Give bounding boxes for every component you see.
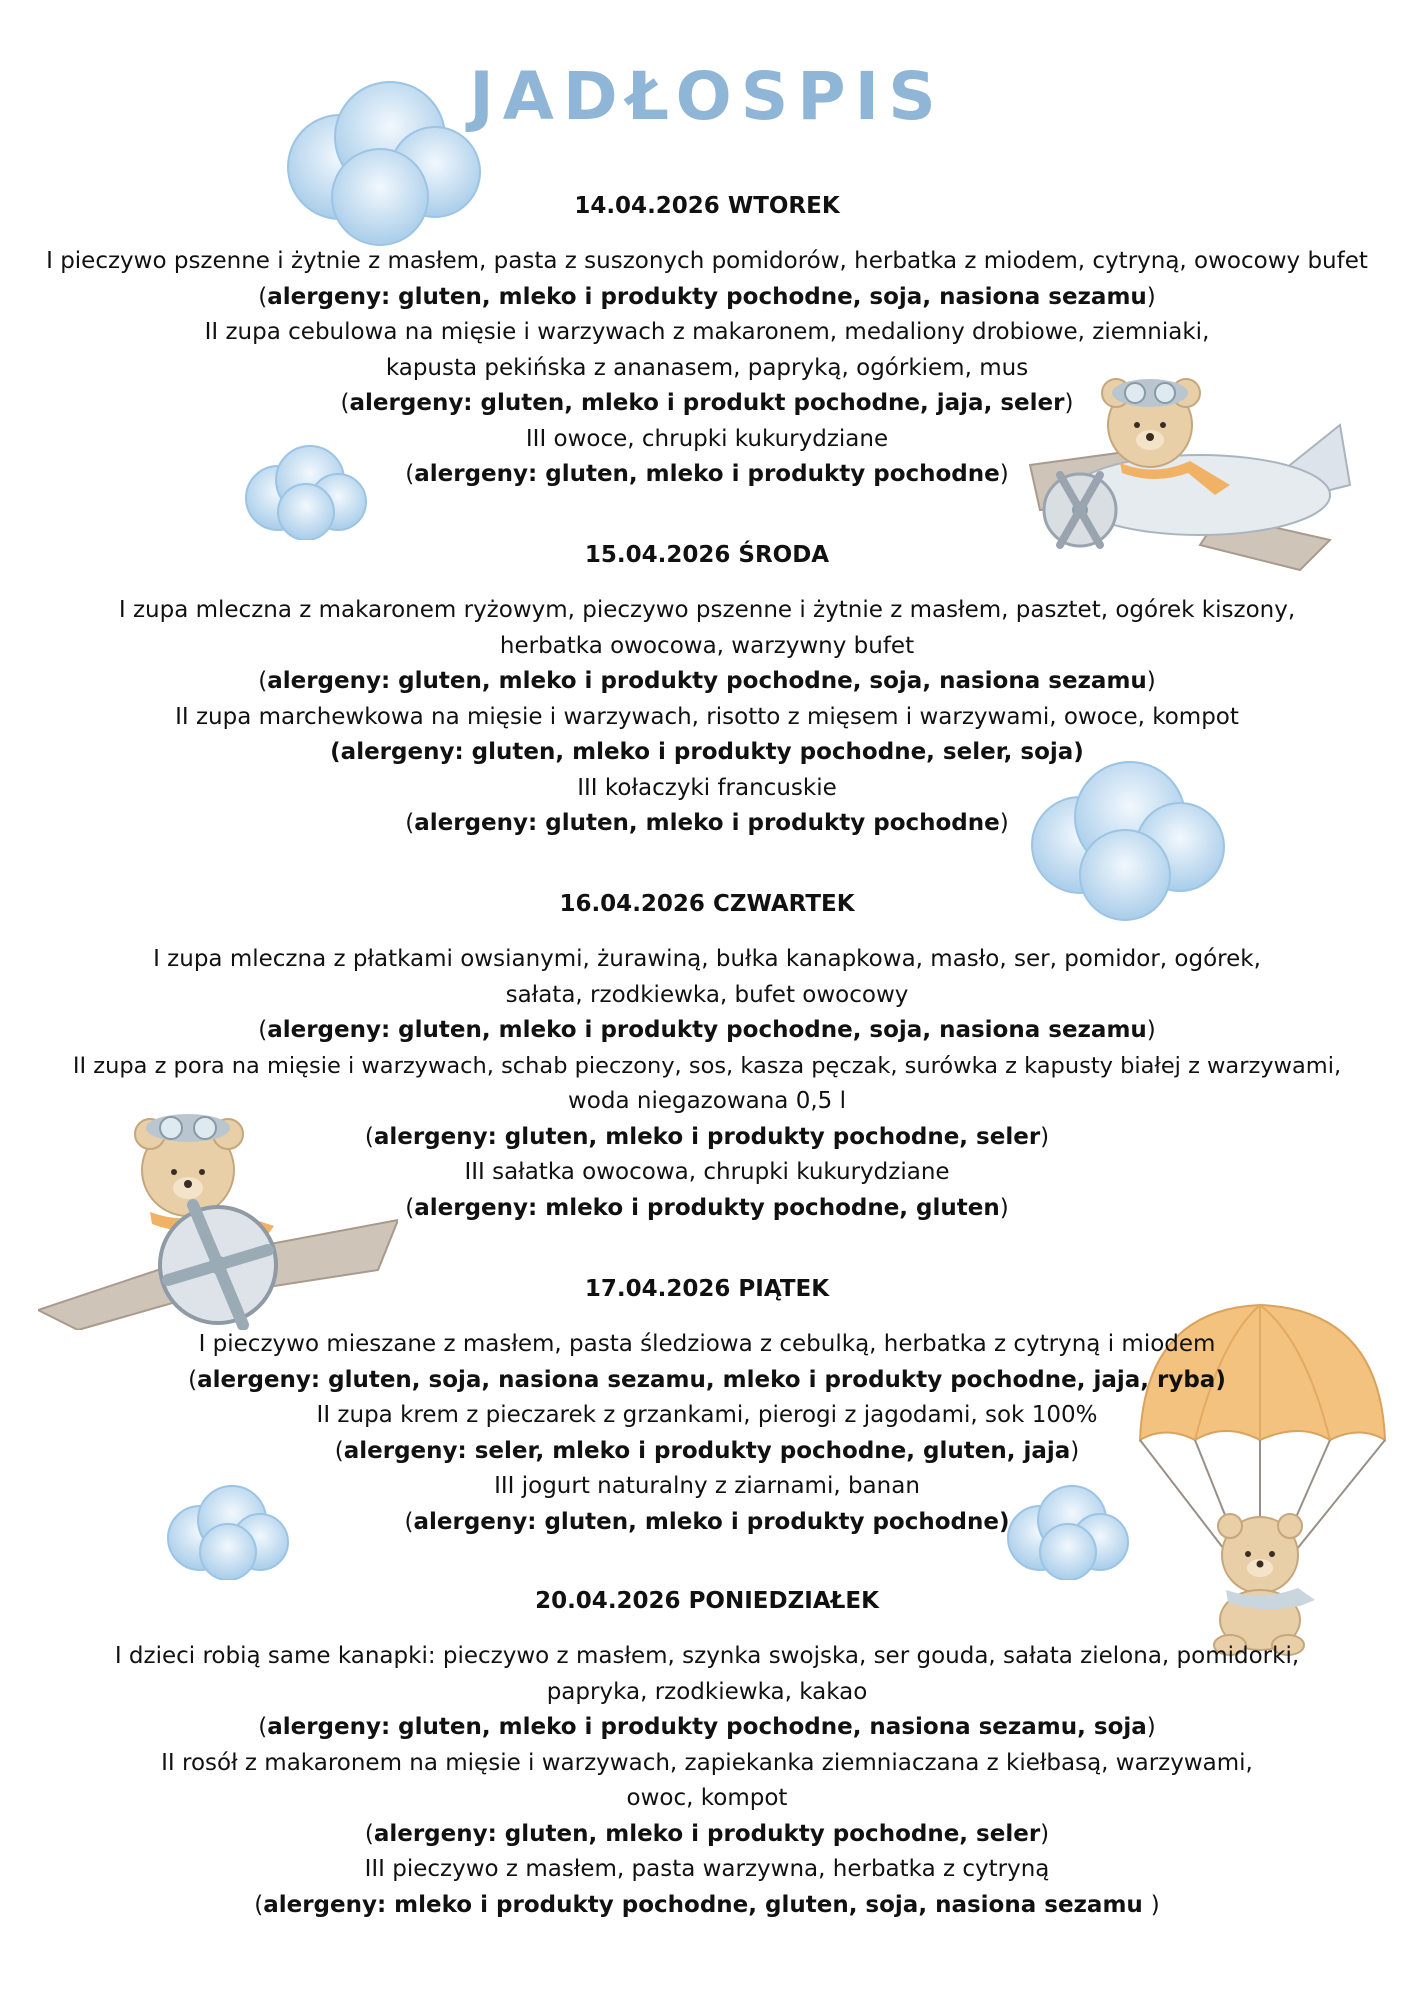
meal-line: III jogurt naturalny z ziarnami, banan	[494, 1473, 920, 1499]
allergen-line: (alergeny: mleko i produkty pochodne, gluten, soja, nasiona sezamu )	[254, 1891, 1160, 1918]
day-heading: 15.04.2026 ŚRODA	[584, 542, 830, 568]
page-title: JADŁOSPIS	[469, 58, 945, 135]
day-section	[30, 188, 1384, 493]
meal-line: III sałatka owocowa, chrupki kukurydziane	[464, 1159, 950, 1185]
meal-line: I zupa mleczna z płatkami owsianymi, żurawiną, bułka kanapkowa, masło, ser, pomidor, ogórek,	[153, 946, 1261, 972]
meal-line: II zupa z pora na mięsie i warzywach, schab pieczony, sos, kasza pęczak, surówka z kapusty białej z warzywami,	[72, 1052, 1342, 1079]
allergen-line: (alergeny: gluten, mleko i produkty pochodne, soja, nasiona sezamu)	[258, 668, 1156, 694]
meal-line: II zupa marchewkowa na mięsie i warzywach, risotto z mięsem i warzywami, owoce, kompot	[175, 703, 1239, 730]
meal-line: sałata, rzodkiewka, bufet owocowy	[505, 981, 909, 1008]
meal-line: II zupa cebulowa na mięsie i warzywach z makaronem, medaliony drobiowe, ziemniaki,	[204, 319, 1210, 345]
meal-line: I pieczywo pszenne i żytnie z masłem, pasta z suszonych pomidorów, herbatka z miodem, cytryną, owocowy bufet	[46, 248, 1368, 274]
day-section	[30, 1271, 1384, 1540]
day-section	[30, 537, 1384, 842]
meal-line: I zupa mleczna z makaronem ryżowym, pieczywo pszenne i żytnie z masłem, pasztet, ogórek kiszony,	[118, 597, 1296, 623]
day-heading: 14.04.2026 WTOREK	[574, 193, 840, 219]
day-section	[30, 1583, 1384, 1923]
allergen-line: (alergeny: gluten, mleko i produkty pochodne, seler)	[364, 1820, 1050, 1847]
meal-line: II rosół z makaronem na mięsie i warzywach, zapiekanka ziemniaczana z kiełbasą, warzywami,	[161, 1749, 1253, 1776]
allergen-line: (alergeny: gluten, mleko i produkty pochodne)	[405, 810, 1009, 836]
day-heading: 16.04.2026 CZWARTEK	[559, 891, 855, 917]
allergen-line: (alergeny: gluten, mleko i produkt pochodne, jaja, seler)	[340, 390, 1074, 416]
allergen-line: (alergeny: gluten, mleko i produkty pochodne)	[404, 1508, 1010, 1535]
allergen-line: (alergeny: mleko i produkty pochodne, gluten)	[405, 1194, 1009, 1221]
meal-line: III pieczywo z masłem, pasta warzywna, herbatka z cytryną	[364, 1856, 1050, 1882]
allergen-line: (alergeny: gluten, mleko i produkty pochodne, seler, soja)	[330, 739, 1084, 765]
allergen-line: (alergeny: gluten, mleko i produkty pochodne, nasiona sezamu, soja)	[258, 1714, 1156, 1740]
meal-line: papryka, rzodkiewka, kakao	[546, 1678, 868, 1705]
meal-line: III owoce, chrupki kukurydziane	[525, 425, 889, 452]
allergen-line: (alergeny: seler, mleko i produkty pochodne, gluten, jaja)	[334, 1437, 1080, 1464]
meal-line: kapusta pekińska z ananasem, papryką, ogórkiem, mus	[385, 354, 1029, 381]
allergen-line: (alergeny: gluten, soja, nasiona sezamu, mleko i produkty pochodne, jaja, ryba)	[188, 1366, 1226, 1393]
allergen-line: (alergeny: gluten, mleko i produkty pochodne, soja, nasiona sezamu)	[258, 1017, 1156, 1043]
meal-line: I pieczywo mieszane z masłem, pasta śledziowa z cebulką, herbatka z cytryną i miodem	[198, 1331, 1216, 1357]
meal-line: woda niegazowana 0,5 l	[567, 1088, 846, 1114]
meal-line: II zupa krem z pieczarek z grzankami, pierogi z jagodami, sok 100%	[316, 1402, 1098, 1428]
day-section	[30, 886, 1384, 1226]
meal-line: herbatka owocowa, warzywny bufet	[499, 632, 915, 659]
meal-line: III kołaczyki francuskie	[577, 774, 837, 801]
day-heading: 17.04.2026 PIĄTEK	[584, 1276, 830, 1302]
meal-line: I dzieci robią same kanapki: pieczywo z masłem, szynka swojska, ser gouda, sałata zielona, pomidorki,	[114, 1643, 1300, 1669]
allergen-line: (alergeny: gluten, mleko i produkty pochodne, soja, nasiona sezamu)	[258, 283, 1156, 310]
meal-line: owoc, kompot	[626, 1785, 788, 1811]
day-heading: 20.04.2026 PONIEDZIAŁEK	[535, 1588, 879, 1614]
allergen-line: (alergeny: gluten, mleko i produkty pochodne, seler)	[364, 1123, 1050, 1150]
allergen-line: (alergeny: gluten, mleko i produkty pochodne)	[405, 461, 1009, 487]
